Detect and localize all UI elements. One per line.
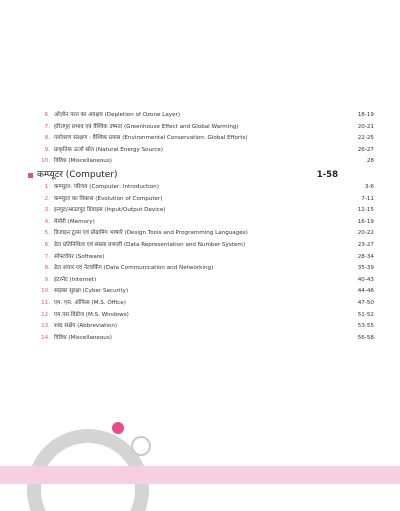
- toc-row[interactable]: [38, 263, 374, 275]
- section-title: कम्प्यूटर (Computer): [37, 170, 118, 180]
- toc-row[interactable]: [38, 182, 374, 194]
- toc-row[interactable]: [38, 145, 374, 157]
- toc-row-title: मेमोरी (Memory): [54, 218, 95, 225]
- toc-row-title: इंटरनेट (Internet): [54, 276, 97, 283]
- pink-dot-icon: [112, 422, 124, 434]
- toc-row-pages: 22-25: [357, 135, 374, 142]
- toc-row-number: 13.: [41, 323, 50, 330]
- footer-band: [0, 466, 400, 484]
- toc-row[interactable]: [38, 228, 374, 240]
- toc-row-title: हरितगृह प्रभाव एवं वैश्विक उष्मता (Greenhouse Effect and Global Warming): [54, 123, 239, 130]
- section-header-computer[interactable]: [28, 168, 338, 182]
- toc-list-computer: [38, 182, 374, 344]
- toc-row-number: 5.: [44, 230, 50, 237]
- toc-row[interactable]: [38, 252, 374, 264]
- toc-row[interactable]: [38, 217, 374, 229]
- toc-row-number: 7.: [44, 253, 50, 260]
- toc-row-title: सॉफ्टवेयर (Software): [54, 253, 105, 260]
- toc-row[interactable]: [38, 321, 374, 333]
- toc-row-pages: 40-43: [357, 276, 374, 283]
- toc-row-pages: 26-27: [357, 146, 374, 153]
- toc-row-pages: 53-55: [357, 323, 374, 330]
- toc-row-number: 8.: [44, 135, 50, 142]
- toc-row-number: 14.: [41, 334, 50, 341]
- toc-row-title: डेटा संचार एवं नेटवर्किंग (Data Communication and Networking): [54, 265, 214, 272]
- toc-row-number: 12.: [41, 311, 50, 318]
- toc-row-title: विविध (Miscellaneous): [54, 158, 112, 165]
- toc-row-title: पर्यावरण संरक्षण : वैश्विक प्रयास (Environmental Conservation: Global Efforts): [54, 135, 248, 142]
- toc-row-number: 7.: [44, 123, 50, 130]
- toc-row-title: कम्प्यूटर: परिचय (Computer: Introduction): [54, 184, 159, 190]
- toc-row-title: इनपुट/आउटपुट डिवाइस (Input/Output Device): [54, 207, 166, 214]
- toc-row-title: डिजाइन टूल्स एवं प्रोग्रामिंग भाषाएँ (Design Tools and Programming Languages): [54, 230, 248, 237]
- toc-row-number: 6.: [44, 112, 50, 118]
- toc-row-number: 4.: [44, 218, 50, 225]
- section-bullet-icon: [28, 173, 33, 178]
- toc-row-title: विविध (Miscellaneous): [54, 334, 112, 341]
- toc-row-title: शब्द संक्षेप (Abbreviation): [54, 323, 118, 330]
- toc-row-pages: 3-6: [364, 184, 374, 190]
- toc-row-number: 10.: [41, 158, 50, 165]
- toc-row[interactable]: [38, 122, 374, 134]
- toc-row-pages: 16-19: [357, 218, 374, 225]
- toc-row-pages: 23-27: [357, 241, 374, 248]
- toc-row[interactable]: [38, 310, 374, 322]
- toc-row-number: 6.: [44, 241, 50, 248]
- toc-row-title: एम.एस.विंडोज (M.S. Windows): [54, 311, 129, 318]
- toc-row[interactable]: [38, 133, 374, 145]
- small-gray-ring-icon: [132, 437, 150, 455]
- toc-row[interactable]: [38, 110, 374, 122]
- toc-row-pages: 7-11: [361, 195, 374, 202]
- toc-row-title: प्राकृतिक ऊर्जा स्रोत (Natural Energy Source): [54, 146, 164, 153]
- toc-row-number: 3.: [44, 207, 50, 214]
- toc-row[interactable]: [38, 205, 374, 217]
- toc-row-number: 2.: [44, 195, 50, 202]
- toc-row-number: 1.: [44, 184, 50, 190]
- toc-list-top: [38, 110, 374, 168]
- toc-row-pages: 35-39: [357, 265, 374, 272]
- toc-row[interactable]: [38, 156, 374, 168]
- toc-row-title: ओज़ोन परत का अवक्षय (Depletion of Ozone Layer): [54, 112, 181, 118]
- toc-row-pages: 20-21: [357, 123, 374, 130]
- toc-row-title: एम. एस. ऑफिस (M.S. Office): [54, 299, 126, 306]
- toc-row[interactable]: [38, 240, 374, 252]
- toc-row-pages: 47-50: [357, 299, 374, 306]
- toc-row-number: 9.: [44, 276, 50, 283]
- toc-row-number: 8.: [44, 265, 50, 272]
- toc-row-number: 9.: [44, 146, 50, 153]
- toc-row-pages: 20-22: [357, 230, 374, 237]
- toc-row-pages: 56-58: [357, 334, 374, 341]
- toc-row[interactable]: [38, 286, 374, 298]
- toc-row[interactable]: [38, 333, 374, 345]
- toc-row-pages: 12-15: [357, 207, 374, 214]
- toc-row-title: साइबर सुरक्षा (Cyber Security): [54, 288, 129, 295]
- toc-row-number: 11.: [41, 299, 50, 306]
- toc-row-pages: 51-52: [357, 311, 374, 318]
- toc-row[interactable]: [38, 298, 374, 310]
- toc-row-title: डेटा प्रतिनिधित्व एवं संख्या प्रणाली (Data Representation and Number System): [54, 241, 246, 248]
- toc-row-pages: 28-34: [357, 253, 374, 260]
- toc-row-title: कम्प्यूटर का विकास (Evolution of Computer): [54, 195, 163, 202]
- toc-row-pages: 44-46: [357, 288, 374, 295]
- toc-row[interactable]: [38, 194, 374, 206]
- toc-row-pages: 28: [366, 158, 374, 165]
- toc-row[interactable]: [38, 275, 374, 287]
- section-pages: 1-58: [316, 170, 338, 180]
- toc-row-pages: 18-19: [357, 112, 374, 118]
- toc-row-number: 10.: [41, 288, 50, 295]
